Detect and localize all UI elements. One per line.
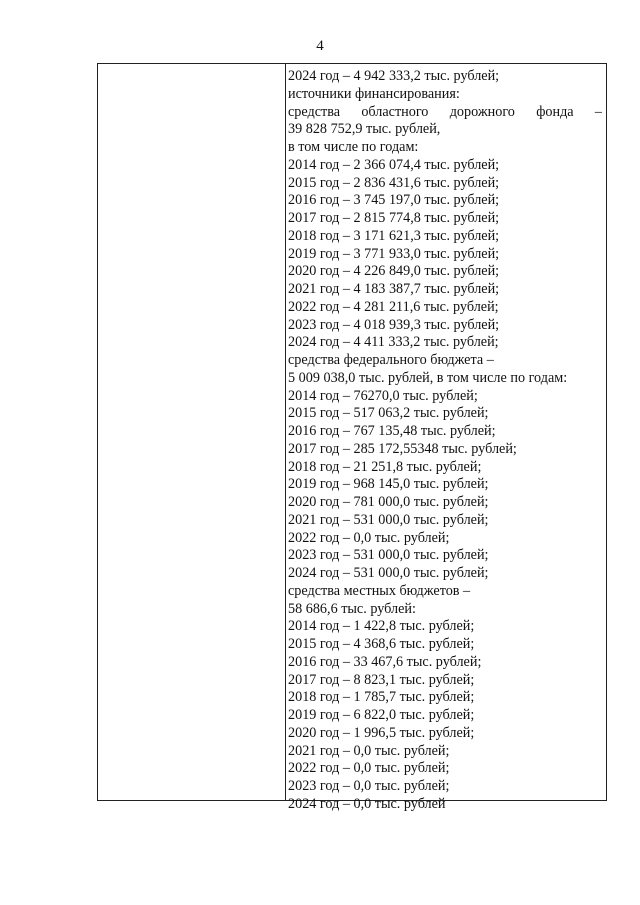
- text-line: 2022 год – 0,0 тыс. рублей;: [288, 529, 450, 546]
- text-line: 2021 год – 4 183 387,7 тыс. рублей;: [288, 281, 500, 297]
- text-line: 2023 год – 0,0 тыс. рублей;: [288, 778, 450, 794]
- text-line: 2019 год – 968 145,0 тыс. рублей;: [288, 476, 489, 493]
- text-line: 2021 год – 531 000,0 тыс. рублей;: [288, 511, 489, 528]
- text-line: 2016 год – 33 467,6 тыс. рублей;: [288, 653, 482, 670]
- text-line: 2022 год – 4 281 211,6 тыс. рублей;: [288, 298, 499, 315]
- text-line: 2023 год – 4 018 939,3 тыс. рублей;: [288, 316, 500, 333]
- text-line: 2018 год – 3 171 621,3 тыс. рублей;: [288, 227, 500, 244]
- text-line: 2018 год – 21 251,8 тыс. рублей;: [288, 458, 482, 475]
- document-table: [97, 63, 607, 812]
- text-line: 2018 год – 1 785,7 тыс. рублей;: [288, 689, 475, 706]
- text-line: средства местных бюджетов –: [288, 582, 471, 599]
- page-number: 4: [316, 38, 324, 54]
- text-line: источники финансирования:: [288, 85, 460, 102]
- text-line: 2015 год – 517 063,2 тыс. рублей;: [288, 405, 489, 422]
- text-line: 2016 год – 767 135,48 тыс. рублей;: [288, 423, 496, 439]
- text-line: средства федерального бюджета –: [288, 352, 494, 368]
- text-line: 2021 год – 0,0 тыс. рублей;: [288, 742, 450, 759]
- text-line: 2014 год – 76270,0 тыс. рублей;: [288, 387, 478, 404]
- text-line: 39 828 752,9 тыс. рублей,: [288, 121, 441, 138]
- text-line: 2022 год – 0,0 тыс. рублей;: [288, 760, 450, 777]
- text-line: 2014 год – 2 366 074,4 тыс. рублей;: [288, 156, 500, 173]
- text-line: 2015 год – 2 836 431,6 тыс. рублей;: [288, 174, 500, 191]
- text-line: 2017 год – 2 815 774,8 тыс. рублей;: [288, 210, 500, 226]
- text-line: 58 686,6 тыс. рублей:: [288, 600, 416, 617]
- column-divider: [285, 64, 286, 800]
- text-line: 2024 год – 4 411 333,2 тыс. рублей;: [288, 334, 499, 351]
- text-line: 2024 год – 531 000,0 тыс. рублей;: [288, 565, 489, 581]
- text-line: 2020 год – 1 996,5 тыс. рублей;: [288, 724, 475, 741]
- text-line: 2016 год – 3 745 197,0 тыс. рублей;: [288, 192, 500, 209]
- text-line: 2023 год – 531 000,0 тыс. рублей;: [288, 547, 489, 564]
- text-line: 2019 год – 3 771 933,0 тыс. рублей;: [288, 245, 500, 262]
- text-line: 2017 год – 285 172,55348 тыс. рублей;: [288, 440, 517, 457]
- text-line: 2024 год – 4 942 333,2 тыс. рублей;: [288, 68, 500, 84]
- financing-cell: [288, 68, 602, 814]
- text-line: 2017 год – 8 823,1 тыс. рублей;: [288, 671, 475, 688]
- text-line: 2020 год – 781 000,0 тыс. рублей;: [288, 494, 489, 510]
- text-line: в том числе по годам:: [288, 139, 419, 155]
- text-line: 2024 год – 0,0 тыс. рублей: [288, 795, 446, 812]
- text-line: 2014 год – 1 422,8 тыс. рублей;: [288, 618, 475, 635]
- text-line: 5 009 038,0 тыс. рублей, в том числе по годам:: [288, 369, 568, 386]
- text-line: 2019 год – 6 822,0 тыс. рублей;: [288, 707, 475, 723]
- text-line: 2020 год – 4 226 849,0 тыс. рублей;: [288, 263, 500, 280]
- text-line: 2015 год – 4 368,6 тыс. рублей;: [288, 636, 475, 652]
- text-line: средства областного дорожного фонда –: [288, 103, 602, 120]
